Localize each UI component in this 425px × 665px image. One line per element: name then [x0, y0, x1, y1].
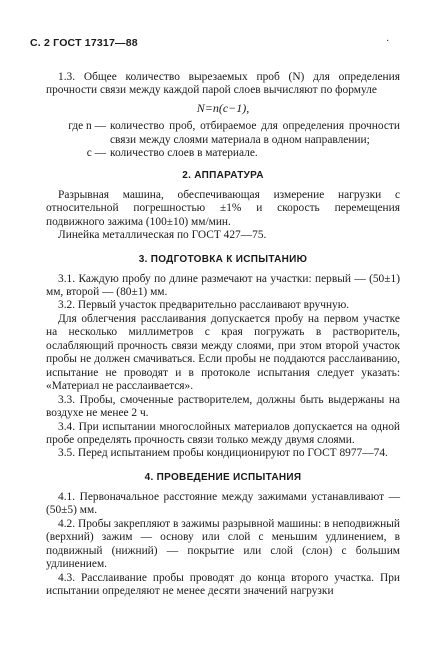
formula: N=n(c−1), — [196, 100, 250, 115]
clause-3-1: 3.1. Каждую пробу по длине размечают на участки: первый — (50±1) мм, второй — (80±1) мм. — [46, 272, 400, 298]
clause-3-3: 3.3. Пробы, смоченные растворителем, должны быть выдержаны на воздухе не менее 2 ч. — [46, 393, 400, 420]
clause-4-3: 4.3. Расслаивание пробы проводят до конца второго участка. При испытании определяют не менее десяти значений нагрузки — [46, 571, 400, 598]
clause-3-2: 3.2. Первый участок предварительно расслаивают вручную. — [58, 299, 350, 312]
definition-c — [46, 147, 400, 160]
clause-4-1: 4.1. Первоначальное расстояние между зажимами устанавливают — (50±5) мм. — [46, 490, 400, 517]
clause-3-4: 3.4. При испытании многослойных материалов допускается на одной пробе определять прочность связи только между двумя слоями. — [46, 420, 400, 446]
page-mark: · — [386, 36, 390, 47]
clause-3-5: 3.5. Перед испытанием пробы кондиционируют по ГОСТ 8977—74. — [58, 447, 388, 460]
section-2-paragraph-1: Разрывная машина, обеспечивающая измерение нагрузки с относительной погрешностью ±1% и скорость перемещения подвижного зажима (100±10) мм/мин. — [46, 188, 400, 228]
clause-1-3: 1.3. Общее количество вырезаемых проб (N) для определения прочности связи между каждой парой слоев вычисляют по формуле — [46, 71, 400, 97]
clause-3-2-continued: Для облегчения расслаивания допускается пробу на первом участке на несколько миллиметров с края погружать в растворитель, ослабляющий прочность связи между слоями, при этом второй участок пробы не должен смачиваться. Если пробы не поддаются расслаиванию, испытание не проводят и в протоколе испытания следует указать: «Материал не расслаивается». — [46, 312, 400, 393]
section-4-title: 4. ПРОВЕДЕНИЕ ИСПЫТАНИЯ — [144, 471, 302, 483]
definition-n-key: где n — — [68, 120, 106, 133]
clause-4-2: 4.2. Пробы закрепляют в зажимы разрывной машины: в неподвижный (верхний) зажим — основу или слой с меньшим удлинением, в подвижный (нижний) — покрытие или слой (слон) с большим удлинением. — [46, 517, 400, 571]
definition-n-text: количество проб, отбираемое для определения прочности связи между слоями материала в одном направлении; — [110, 120, 400, 146]
definition-c-key: c — — [86, 147, 106, 160]
section-2-title: 2. АППАРАТУРА — [182, 169, 264, 181]
section-3-title: 3. ПОДГОТОВКА К ИСПЫТАНИЮ — [138, 253, 308, 265]
page-header: С. 2 ГОСТ 17317—88 — [30, 37, 138, 49]
section-2-paragraph-2: Линейка металлическая по ГОСТ 427—75. — [58, 229, 267, 242]
definition-n — [46, 120, 400, 147]
document-body — [46, 71, 400, 599]
formula-definitions — [46, 120, 400, 160]
definition-c-text: количество слоев в материале. — [110, 147, 258, 160]
